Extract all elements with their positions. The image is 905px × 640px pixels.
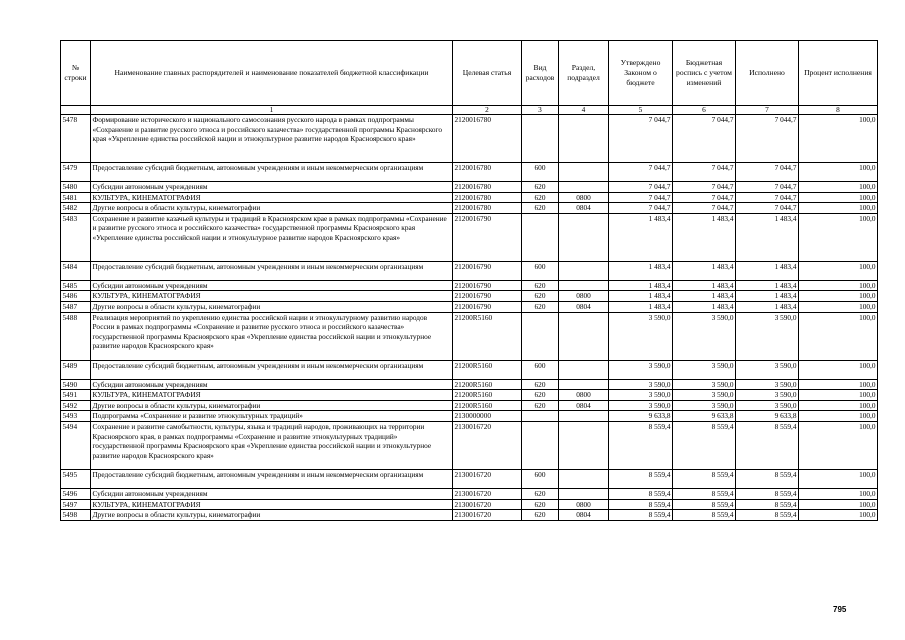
target-code-cell: 2120016790 xyxy=(453,280,522,291)
section-cell: 0804 xyxy=(559,400,609,411)
name-cell: Другие вопросы в области культуры, кинематографии xyxy=(91,400,453,411)
approved-cell: 7 044,7 xyxy=(609,192,673,203)
budget-schedule-cell: 1 483,4 xyxy=(673,261,736,280)
executed-cell: 7 044,7 xyxy=(736,163,799,182)
table-row xyxy=(61,203,878,214)
row-number-cell: 5490 xyxy=(61,379,91,390)
approved-cell: 9 633,8 xyxy=(609,411,673,422)
expense-type-cell: 620 xyxy=(522,510,559,521)
executed-cell: 8 559,4 xyxy=(736,499,799,510)
section-cell xyxy=(559,213,609,261)
expense-type-cell xyxy=(522,421,559,469)
budget-schedule-cell: 1 483,4 xyxy=(673,213,736,261)
percent-cell: 100,0 xyxy=(799,261,878,280)
header-budget-schedule: Бюджетная роспись с учетом изменений xyxy=(673,41,736,106)
row-number-cell: 5495 xyxy=(61,469,91,488)
row-number-cell: 5487 xyxy=(61,301,91,312)
target-code-cell: 21200R5160 xyxy=(453,379,522,390)
expense-type-cell: 620 xyxy=(522,499,559,510)
budget-schedule-cell: 1 483,4 xyxy=(673,301,736,312)
target-code-cell: 2120016790 xyxy=(453,261,522,280)
table-row xyxy=(61,312,878,360)
expense-type-cell: 620 xyxy=(522,390,559,401)
header-name: Наименование главных распорядителей и наименование показателей бюджетной классификации xyxy=(91,41,453,106)
target-code-cell: 2120016790 xyxy=(453,213,522,261)
row-number-cell: 5481 xyxy=(61,192,91,203)
row-number-cell: 5493 xyxy=(61,411,91,422)
expense-type-cell: 600 xyxy=(522,163,559,182)
name-cell: Сохранение и развитие самобытности, культуры, языка и традиций народов, проживающих на территории Красноярского края, в рамках подпрограммы «Сохранение и развитие этнокультурных традиций» государственной программы Красноярского края «Укрепление единства российской нации и этнокультурное развитие народов Красноярского края» xyxy=(91,421,453,469)
executed-cell: 3 590,0 xyxy=(736,379,799,390)
budget-schedule-cell: 1 483,4 xyxy=(673,280,736,291)
approved-cell: 1 483,4 xyxy=(609,280,673,291)
executed-cell: 8 559,4 xyxy=(736,510,799,521)
target-code-cell: 2120016780 xyxy=(453,182,522,193)
section-cell xyxy=(559,469,609,488)
name-cell: Предоставление субсидий бюджетным, автономным учреждениям и иным некоммерческим организациям xyxy=(91,469,453,488)
table-row xyxy=(61,510,878,521)
executed-cell: 3 590,0 xyxy=(736,312,799,360)
expense-type-cell: 620 xyxy=(522,203,559,214)
section-cell xyxy=(559,488,609,499)
percent-cell: 100,0 xyxy=(799,192,878,203)
target-code-cell: 2130016720 xyxy=(453,510,522,521)
table-row xyxy=(61,488,878,499)
name-cell: Формирование исторического и национального самосознания русского народа в рамках подпрограммы «Сохранение и развитие русского этноса и российского казачества» государственной программы Красноярского края «Укрепление единства российской нации и этнокультурное развитие народов Красноярского края» xyxy=(91,115,453,163)
target-code-cell: 2120016780 xyxy=(453,115,522,163)
approved-cell: 8 559,4 xyxy=(609,421,673,469)
expense-type-cell: 620 xyxy=(522,182,559,193)
column-number: 4 xyxy=(559,106,609,115)
row-number-cell: 5480 xyxy=(61,182,91,193)
name-cell: Субсидии автономным учреждениям xyxy=(91,379,453,390)
budget-schedule-cell: 9 633,8 xyxy=(673,411,736,422)
budget-schedule-cell: 7 044,7 xyxy=(673,192,736,203)
executed-cell: 7 044,7 xyxy=(736,203,799,214)
table-row xyxy=(61,213,878,261)
name-cell: Подпрограмма «Сохранение и развитие этнокультурных традиций» xyxy=(91,411,453,422)
section-cell xyxy=(559,115,609,163)
name-cell: Другие вопросы в области культуры, кинематографии xyxy=(91,301,453,312)
budget-schedule-cell: 7 044,7 xyxy=(673,203,736,214)
column-number: 6 xyxy=(673,106,736,115)
column-number: 1 xyxy=(91,106,453,115)
budget-schedule-cell: 8 559,4 xyxy=(673,469,736,488)
budget-schedule-cell: 7 044,7 xyxy=(673,115,736,163)
row-number-cell: 5484 xyxy=(61,261,91,280)
header-percent: Процент исполнения xyxy=(799,41,878,106)
name-cell: Сохранение и развитие казачьей культуры и традиций в Красноярском крае в рамках подпрограммы «Сохранение и развитие русского этноса и российского казачества» государственной программы Красноярского края «Укрепление единства российской нации и этнокультурное развитие народов Красноярского края» xyxy=(91,213,453,261)
table-body xyxy=(61,115,878,521)
target-code-cell: 2120016780 xyxy=(453,192,522,203)
budget-schedule-cell: 8 559,4 xyxy=(673,488,736,499)
table-row xyxy=(61,499,878,510)
executed-cell: 8 559,4 xyxy=(736,421,799,469)
row-number-cell: 5496 xyxy=(61,488,91,499)
target-code-cell: 21200R5160 xyxy=(453,312,522,360)
percent-cell: 100,0 xyxy=(799,379,878,390)
name-cell: КУЛЬТУРА, КИНЕМАТОГРАФИЯ xyxy=(91,390,453,401)
budget-schedule-cell: 8 559,4 xyxy=(673,499,736,510)
row-number-cell: 5485 xyxy=(61,280,91,291)
name-cell: Другие вопросы в области культуры, кинематографии xyxy=(91,203,453,214)
executed-cell: 7 044,7 xyxy=(736,115,799,163)
target-code-cell: 21200R5160 xyxy=(453,400,522,411)
percent-cell: 100,0 xyxy=(799,115,878,163)
approved-cell: 1 483,4 xyxy=(609,261,673,280)
approved-cell: 3 590,0 xyxy=(609,400,673,411)
section-cell xyxy=(559,163,609,182)
percent-cell: 100,0 xyxy=(799,360,878,379)
target-code-cell: 21200R5160 xyxy=(453,390,522,401)
section-cell xyxy=(559,261,609,280)
table-row xyxy=(61,163,878,182)
approved-cell: 7 044,7 xyxy=(609,182,673,193)
executed-cell: 8 559,4 xyxy=(736,469,799,488)
approved-cell: 8 559,4 xyxy=(609,499,673,510)
executed-cell: 3 590,0 xyxy=(736,360,799,379)
approved-cell: 8 559,4 xyxy=(609,510,673,521)
section-cell xyxy=(559,312,609,360)
executed-cell: 8 559,4 xyxy=(736,488,799,499)
approved-cell: 7 044,7 xyxy=(609,163,673,182)
budget-schedule-cell: 3 590,0 xyxy=(673,390,736,401)
target-code-cell: 2130016720 xyxy=(453,421,522,469)
header-row-number: № строки xyxy=(61,41,91,106)
target-code-cell: 2120016780 xyxy=(453,163,522,182)
header-approved: Утверждено Законом о бюджете xyxy=(609,41,673,106)
section-cell: 0800 xyxy=(559,291,609,302)
row-number-cell: 5479 xyxy=(61,163,91,182)
percent-cell: 100,0 xyxy=(799,280,878,291)
percent-cell: 100,0 xyxy=(799,510,878,521)
target-code-cell: 2130016720 xyxy=(453,469,522,488)
name-cell: КУЛЬТУРА, КИНЕМАТОГРАФИЯ xyxy=(91,291,453,302)
section-cell xyxy=(559,411,609,422)
section-cell: 0804 xyxy=(559,510,609,521)
table-row xyxy=(61,261,878,280)
header-target-code: Целевая статья xyxy=(453,41,522,106)
column-number: 8 xyxy=(799,106,878,115)
approved-cell: 7 044,7 xyxy=(609,115,673,163)
target-code-cell: 21200R5160 xyxy=(453,360,522,379)
table-row xyxy=(61,301,878,312)
table-row xyxy=(61,421,878,469)
expense-type-cell: 620 xyxy=(522,291,559,302)
executed-cell: 7 044,7 xyxy=(736,182,799,193)
header-expense-type: Вид расходов xyxy=(522,41,559,106)
approved-cell: 7 044,7 xyxy=(609,203,673,214)
table-row xyxy=(61,411,878,422)
budget-schedule-cell: 7 044,7 xyxy=(673,182,736,193)
column-number-blank xyxy=(61,106,91,115)
table-row xyxy=(61,390,878,401)
percent-cell: 100,0 xyxy=(799,163,878,182)
expense-type-cell: 620 xyxy=(522,488,559,499)
row-number-cell: 5498 xyxy=(61,510,91,521)
target-code-cell: 2120016790 xyxy=(453,301,522,312)
table-row xyxy=(61,469,878,488)
expense-type-cell: 620 xyxy=(522,379,559,390)
percent-cell: 100,0 xyxy=(799,488,878,499)
row-number-cell: 5486 xyxy=(61,291,91,302)
section-cell: 0800 xyxy=(559,390,609,401)
table-row xyxy=(61,291,878,302)
row-number-cell: 5492 xyxy=(61,400,91,411)
executed-cell: 1 483,4 xyxy=(736,261,799,280)
name-cell: Предоставление субсидий бюджетным, автономным учреждениям и иным некоммерческим организациям xyxy=(91,261,453,280)
target-code-cell: 2130016720 xyxy=(453,499,522,510)
table-row xyxy=(61,115,878,163)
percent-cell: 100,0 xyxy=(799,312,878,360)
executed-cell: 7 044,7 xyxy=(736,192,799,203)
executed-cell: 1 483,4 xyxy=(736,213,799,261)
row-number-cell: 5488 xyxy=(61,312,91,360)
table-row xyxy=(61,360,878,379)
column-number: 3 xyxy=(522,106,559,115)
budget-schedule-cell: 3 590,0 xyxy=(673,400,736,411)
table-row xyxy=(61,182,878,193)
approved-cell: 3 590,0 xyxy=(609,390,673,401)
expense-type-cell: 600 xyxy=(522,360,559,379)
name-cell: Реализация мероприятий по укреплению единства российской нации и этнокультурному развитию народов России в рамках подпрограммы «Сохранение и развитие русского этноса и российского казачества» государственной программы Красноярского края «Укрепление единства российской нации и этнокультурное развитие народов Красноярского края» xyxy=(91,312,453,360)
percent-cell: 100,0 xyxy=(799,421,878,469)
approved-cell: 1 483,4 xyxy=(609,291,673,302)
row-number-cell: 5483 xyxy=(61,213,91,261)
column-number: 2 xyxy=(453,106,522,115)
column-number: 5 xyxy=(609,106,673,115)
table-row xyxy=(61,400,878,411)
approved-cell: 1 483,4 xyxy=(609,301,673,312)
expense-type-cell: 620 xyxy=(522,280,559,291)
name-cell: КУЛЬТУРА, КИНЕМАТОГРАФИЯ xyxy=(91,499,453,510)
header-section: Раздел, подраздел xyxy=(559,41,609,106)
percent-cell: 100,0 xyxy=(799,301,878,312)
row-number-cell: 5482 xyxy=(61,203,91,214)
section-cell xyxy=(559,360,609,379)
row-number-cell: 5497 xyxy=(61,499,91,510)
name-cell: КУЛЬТУРА, КИНЕМАТОГРАФИЯ xyxy=(91,192,453,203)
expense-type-cell: 600 xyxy=(522,469,559,488)
row-number-cell: 5494 xyxy=(61,421,91,469)
approved-cell: 1 483,4 xyxy=(609,213,673,261)
budget-schedule-cell: 3 590,0 xyxy=(673,379,736,390)
section-cell xyxy=(559,182,609,193)
target-code-cell: 2130000000 xyxy=(453,411,522,422)
table-row xyxy=(61,280,878,291)
percent-cell: 100,0 xyxy=(799,499,878,510)
name-cell: Субсидии автономным учреждениям xyxy=(91,488,453,499)
budget-schedule-cell: 1 483,4 xyxy=(673,291,736,302)
row-number-cell: 5491 xyxy=(61,390,91,401)
expense-type-cell xyxy=(522,312,559,360)
executed-cell: 1 483,4 xyxy=(736,291,799,302)
percent-cell: 100,0 xyxy=(799,400,878,411)
row-number-cell: 5478 xyxy=(61,115,91,163)
section-cell xyxy=(559,379,609,390)
column-number-row xyxy=(61,106,878,115)
name-cell: Предоставление субсидий бюджетным, автономным учреждениям и иным некоммерческим организациям xyxy=(91,360,453,379)
page-number: 795 xyxy=(833,605,847,614)
target-code-cell: 2120016790 xyxy=(453,291,522,302)
row-number-cell: 5489 xyxy=(61,360,91,379)
expense-type-cell xyxy=(522,115,559,163)
expense-type-cell: 620 xyxy=(522,400,559,411)
approved-cell: 8 559,4 xyxy=(609,469,673,488)
budget-schedule-cell: 7 044,7 xyxy=(673,163,736,182)
expense-type-cell: 620 xyxy=(522,192,559,203)
name-cell: Предоставление субсидий бюджетным, автономным учреждениям и иным некоммерческим организациям xyxy=(91,163,453,182)
header-executed: Исполнено xyxy=(736,41,799,106)
section-cell: 0804 xyxy=(559,203,609,214)
executed-cell: 1 483,4 xyxy=(736,301,799,312)
executed-cell: 3 590,0 xyxy=(736,390,799,401)
budget-schedule-cell: 3 590,0 xyxy=(673,312,736,360)
executed-cell: 9 633,8 xyxy=(736,411,799,422)
percent-cell: 100,0 xyxy=(799,182,878,193)
column-number: 7 xyxy=(736,106,799,115)
percent-cell: 100,0 xyxy=(799,469,878,488)
percent-cell: 100,0 xyxy=(799,203,878,214)
expense-type-cell xyxy=(522,411,559,422)
header-row xyxy=(61,41,878,106)
section-cell xyxy=(559,280,609,291)
name-cell: Другие вопросы в области культуры, кинематографии xyxy=(91,510,453,521)
expense-type-cell: 600 xyxy=(522,261,559,280)
percent-cell: 100,0 xyxy=(799,291,878,302)
percent-cell: 100,0 xyxy=(799,390,878,401)
section-cell: 0800 xyxy=(559,499,609,510)
expense-type-cell xyxy=(522,213,559,261)
target-code-cell: 2130016720 xyxy=(453,488,522,499)
name-cell: Субсидии автономным учреждениям xyxy=(91,182,453,193)
approved-cell: 3 590,0 xyxy=(609,379,673,390)
executed-cell: 3 590,0 xyxy=(736,400,799,411)
section-cell: 0804 xyxy=(559,301,609,312)
table-row xyxy=(61,192,878,203)
budget-schedule-cell: 8 559,4 xyxy=(673,421,736,469)
budget-schedule-cell: 3 590,0 xyxy=(673,360,736,379)
budget-table xyxy=(60,40,878,521)
approved-cell: 3 590,0 xyxy=(609,360,673,379)
target-code-cell: 2120016780 xyxy=(453,203,522,214)
expense-type-cell: 620 xyxy=(522,301,559,312)
approved-cell: 8 559,4 xyxy=(609,488,673,499)
percent-cell: 100,0 xyxy=(799,213,878,261)
approved-cell: 3 590,0 xyxy=(609,312,673,360)
section-cell: 0800 xyxy=(559,192,609,203)
name-cell: Субсидии автономным учреждениям xyxy=(91,280,453,291)
percent-cell: 100,0 xyxy=(799,411,878,422)
table-row xyxy=(61,379,878,390)
section-cell xyxy=(559,421,609,469)
executed-cell: 1 483,4 xyxy=(736,280,799,291)
budget-schedule-cell: 8 559,4 xyxy=(673,510,736,521)
